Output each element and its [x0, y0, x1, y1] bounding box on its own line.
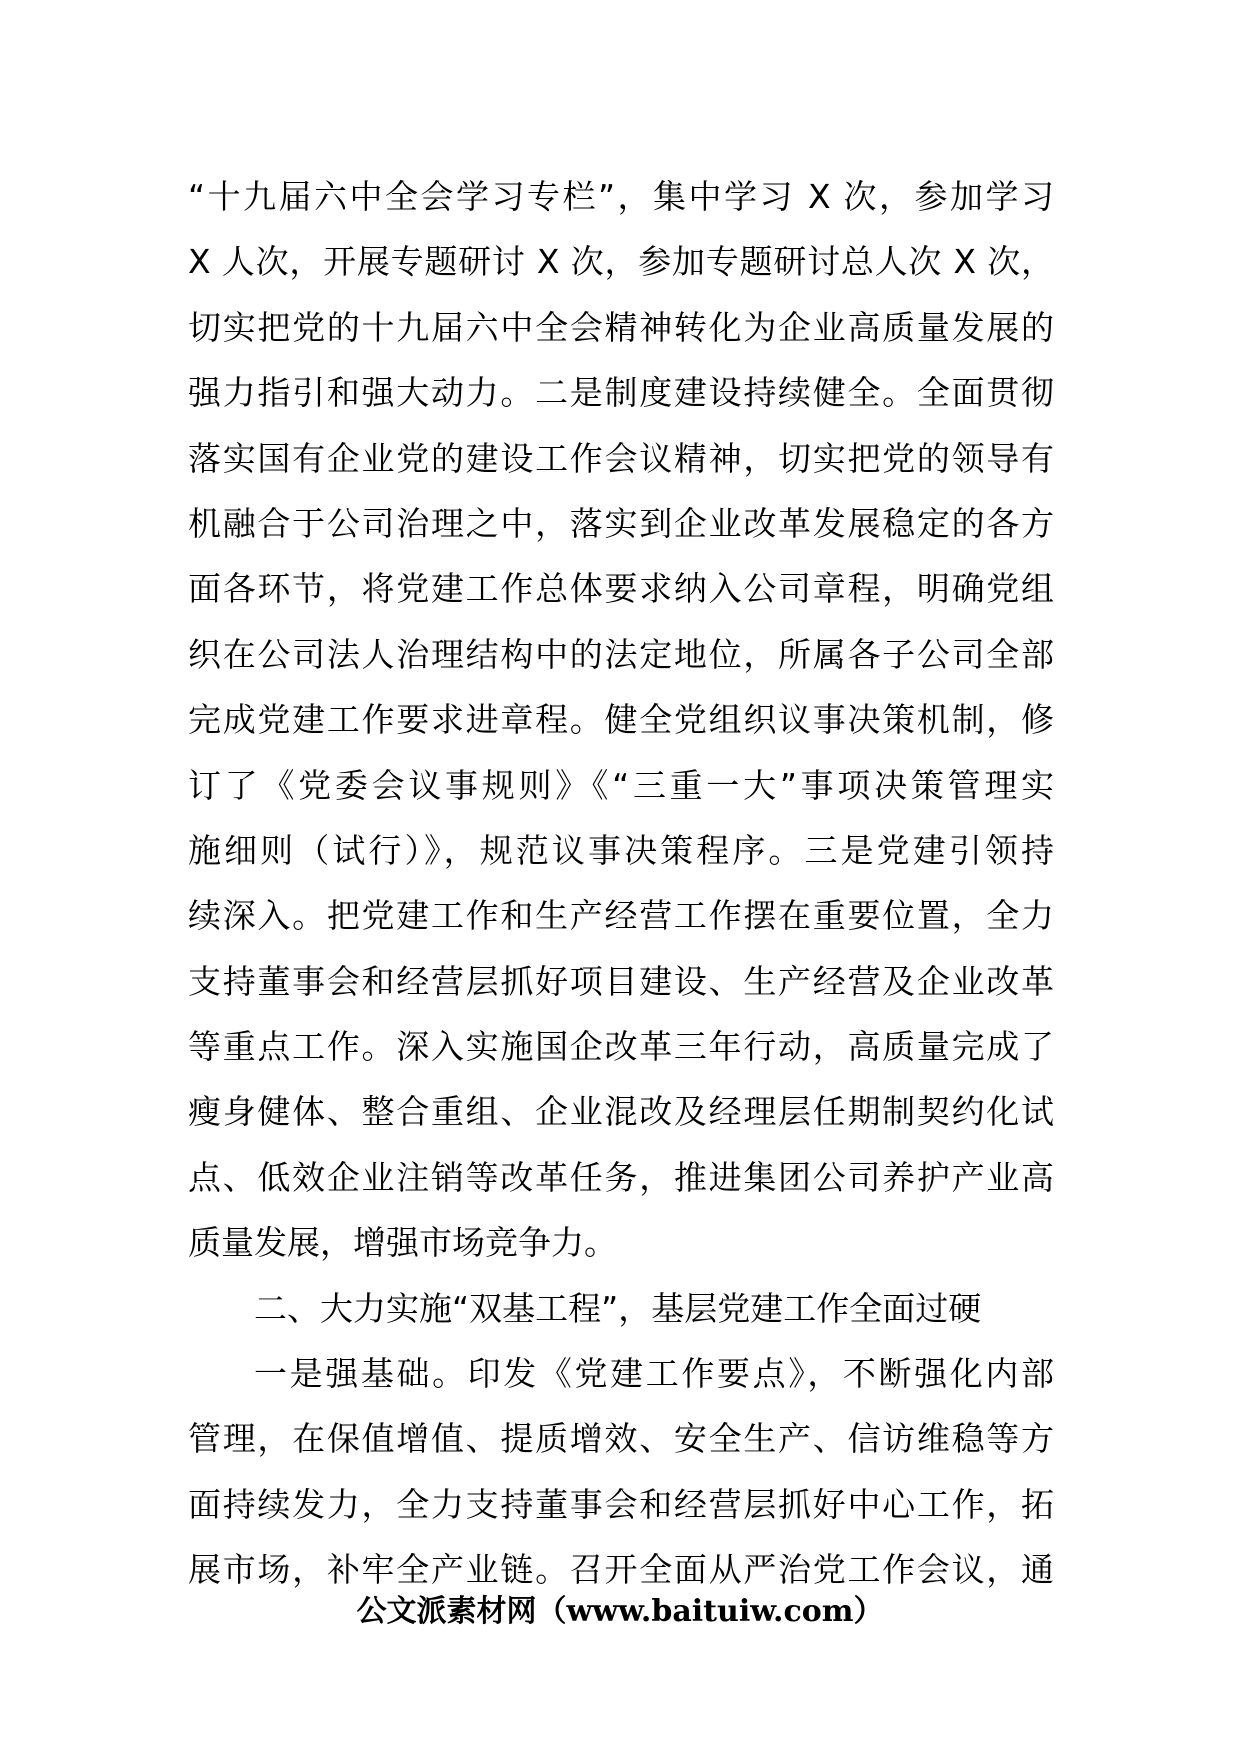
text-line: “十九届六中全会学习专栏”，集中学习 X 次，参加学习 [188, 177, 1054, 216]
text-line: 点、低效企业注销等改革任务，推进集团公司养护产业高 [188, 1157, 1054, 1197]
text-line: 支持董事会和经营层抓好项目建设、生产经营及企业改革 [188, 961, 1054, 1001]
paragraph-line: 面持续发力，全力支持董事会和经营层抓好中心工作，拓 [188, 1484, 1054, 1524]
text-line: 质量发展，增强市场竞争力。 [188, 1223, 617, 1263]
footer-watermark: 公文派素材网（www.baituiw.com） [356, 1594, 884, 1629]
document-body [188, 164, 1054, 1603]
section-heading: 二、大力实施“双基工程”，基层党建工作全面过硬 [254, 1288, 982, 1328]
text-line: 面各环节，将党建工作总体要求纳入公司章程，明确党组 [188, 569, 1054, 609]
text-line: 瘦身健体、整合重组、企业混改及经理层任期制契约化试 [188, 1092, 1054, 1132]
text-line: 切实把党的十九届六中全会精神转化为企业高质量发展的 [188, 307, 1054, 347]
text-line: 续深入。把党建工作和生产经营工作摆在重要位置，全力 [188, 896, 1054, 936]
text-line: 强力指引和强大动力。二是制度建设持续健全。全面贯彻 [188, 373, 1054, 413]
paragraph-line: 展市场，补牢全产业链。召开全面从严治党工作会议，通 [188, 1550, 1054, 1590]
text-line: 机融合于公司治理之中，落实到企业改革发展稳定的各方 [188, 503, 1054, 543]
text-line: 施细则（试行）》，规范议事决策程序。三是党建引领持 [188, 830, 1054, 870]
text-line: X 人次，开展专题研讨 X 次，参加专题研讨总人次 X 次， [188, 242, 1054, 282]
text-line: 完成党建工作要求进章程。健全党组织议事决策机制，修 [188, 700, 1054, 740]
text-line: 等重点工作。深入实施国企改革三年行动，高质量完成了 [188, 1027, 1054, 1067]
text-line: 落实国有企业党的建设工作会议精神，切实把党的领导有 [188, 438, 1054, 478]
text-line: 订了《党委会议事规则》《“三重一大”事项决策管理实 [188, 765, 1054, 805]
paragraph-line: 一是强基础。印发《党建工作要点》，不断强化内部 [254, 1354, 1054, 1394]
paragraph-line: 管理，在保值增值、提质增效、安全生产、信访维稳等方 [188, 1419, 1054, 1459]
text-line: 织在公司法人治理结构中的法定地位，所属各子公司全部 [188, 634, 1054, 674]
